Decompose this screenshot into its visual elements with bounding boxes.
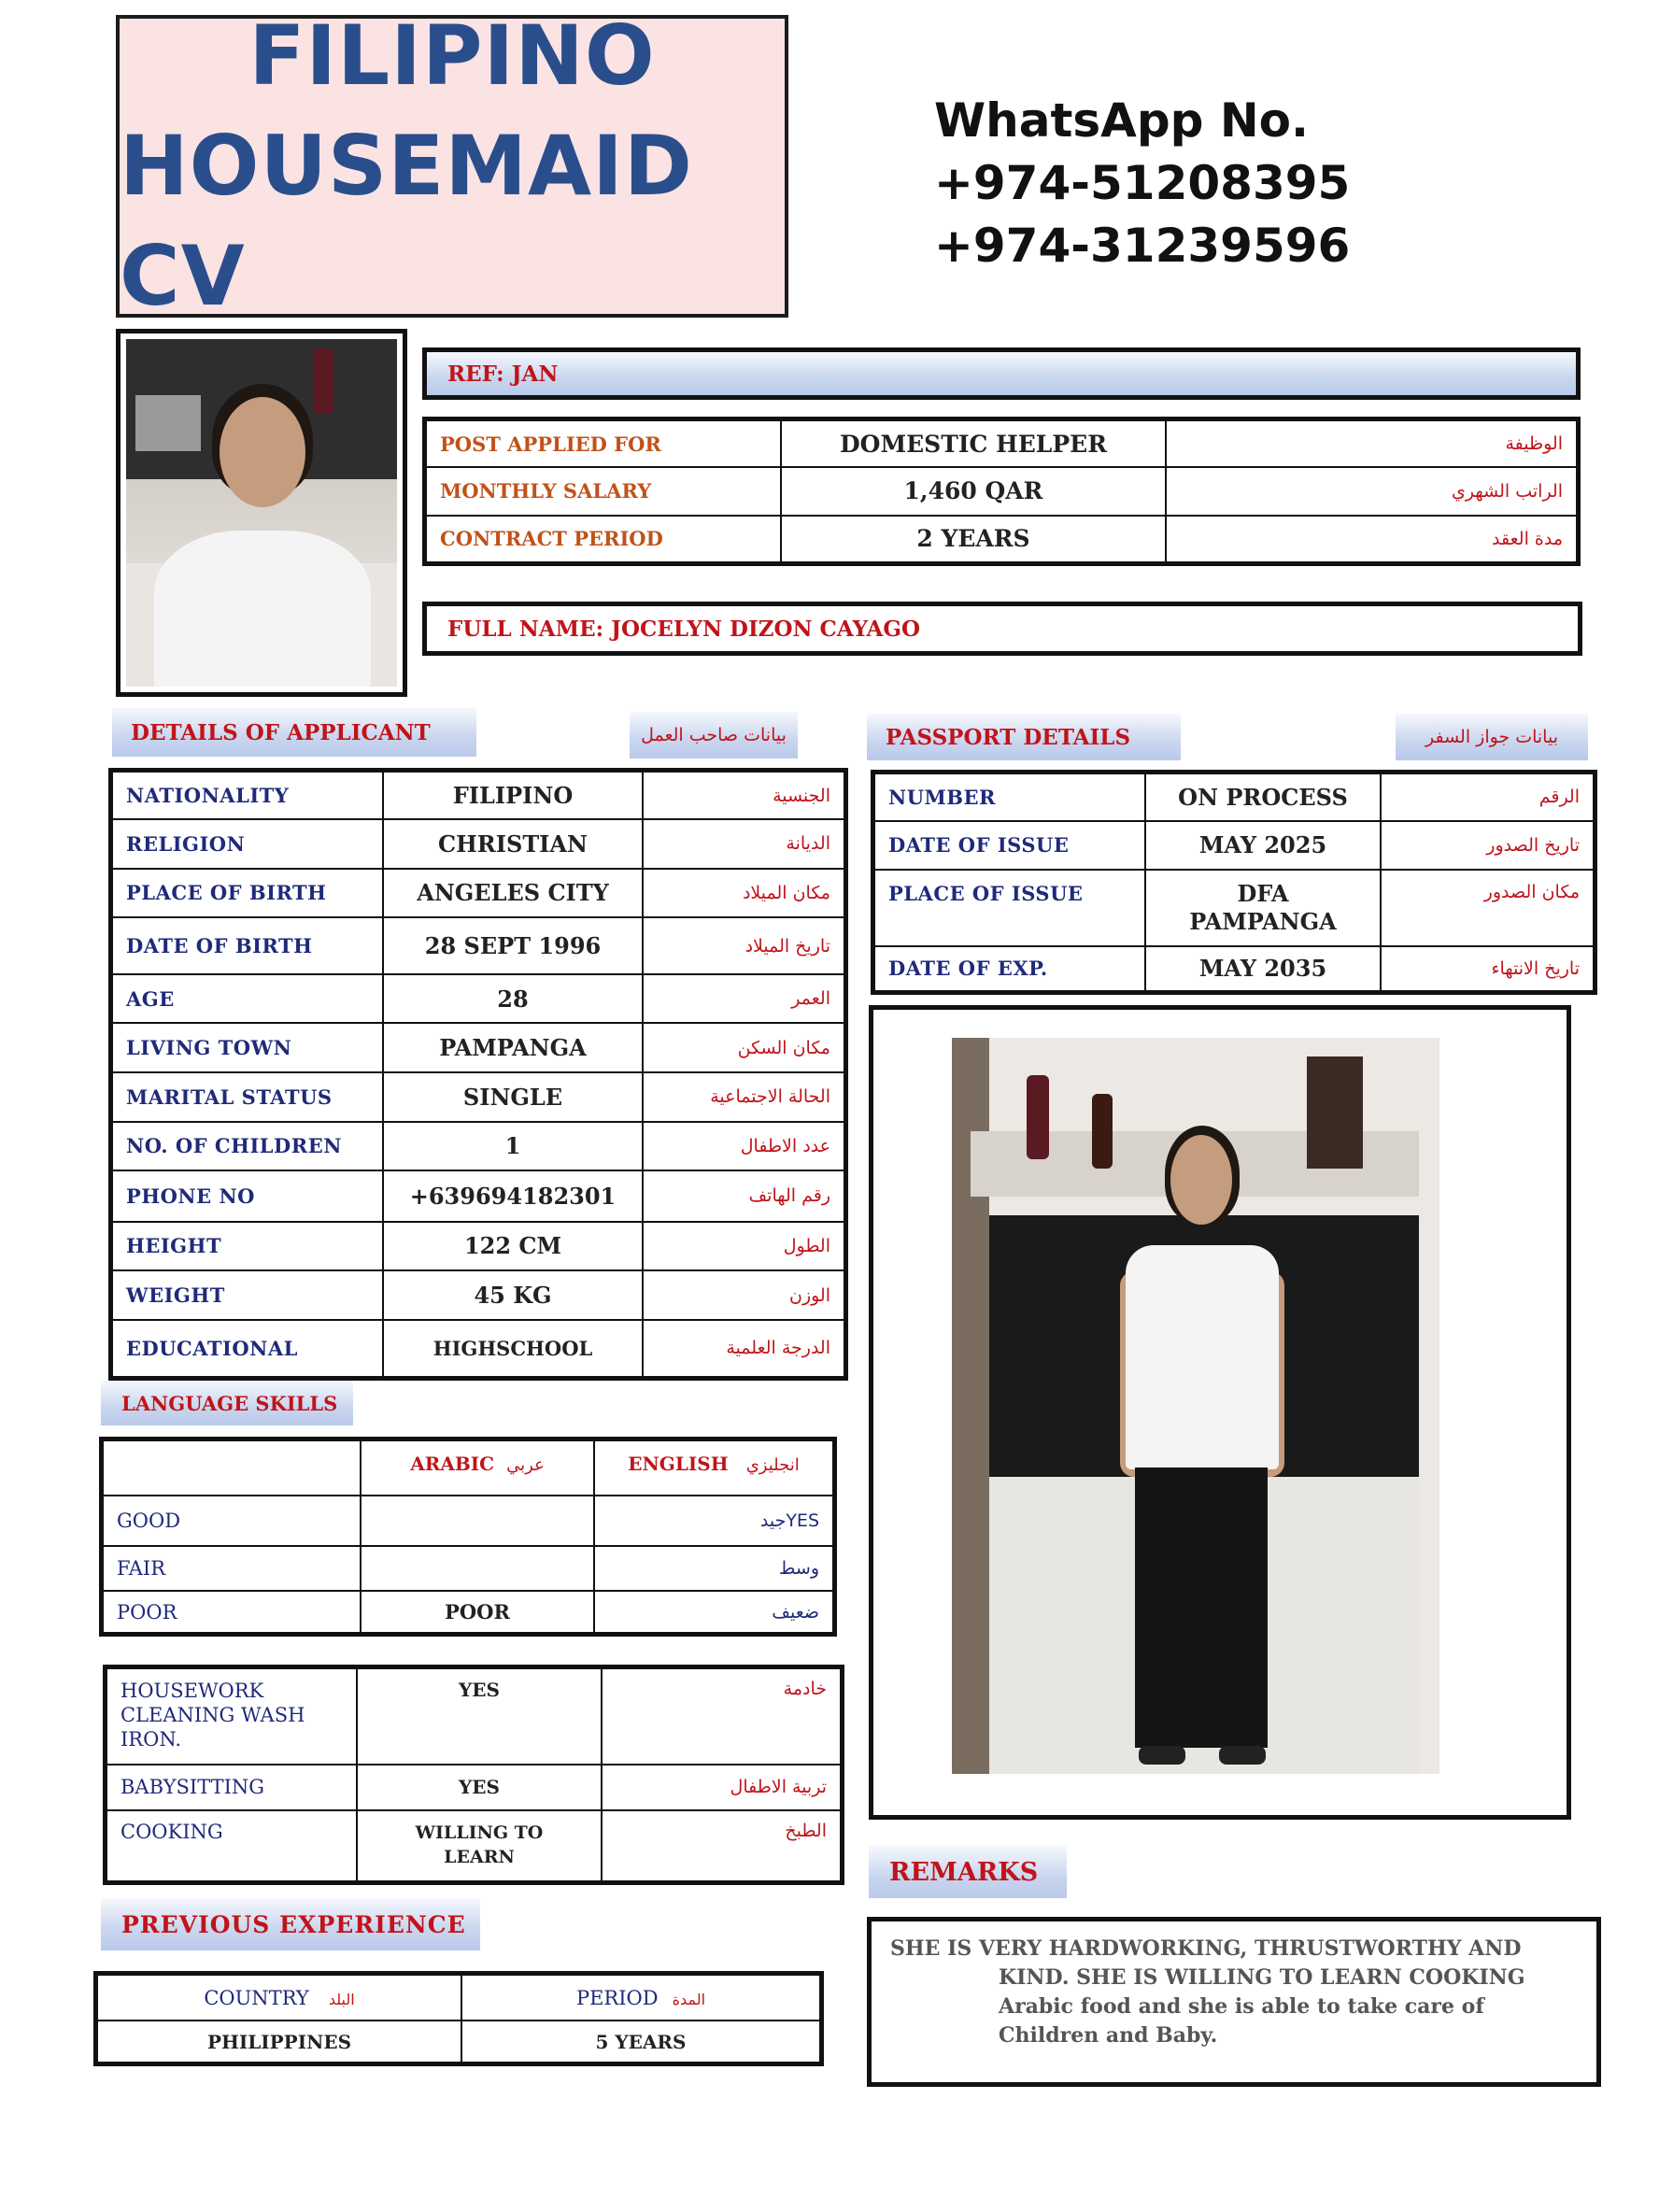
table-row [111, 1072, 846, 1122]
experience-period: 5 YEARS [461, 2021, 822, 2063]
skill-value: WILLING TO LEARN [357, 1810, 602, 1883]
applicant-label: HEIGHT [111, 1222, 384, 1271]
skill-label: HOUSEWORK CLEANING WASH IRON. [106, 1667, 358, 1765]
applicant-label: AGE [111, 974, 384, 1024]
language-english-value: جيدYES [594, 1496, 835, 1546]
applicant-value: 1 [383, 1122, 643, 1171]
table-row [425, 419, 1579, 468]
remarks-line-1: SHE IS VERY HARDWORKING, THRUSTWORTHY AND [890, 1936, 1522, 1961]
table-row [111, 1170, 846, 1222]
passport-value: DFA PAMPANGA [1145, 870, 1381, 946]
job-value: 2 YEARS [781, 516, 1166, 564]
job-label: POST APPLIED FOR [425, 419, 782, 468]
full-body-photo-frame [869, 1005, 1571, 1820]
table-row [111, 869, 846, 918]
language-corner-cell [102, 1439, 362, 1496]
whatsapp-label: WhatsApp No. [934, 93, 1310, 148]
table-row [111, 974, 846, 1024]
applicant-value: 45 KG [383, 1270, 643, 1320]
passport-section-title: PASSPORT DETAILS [886, 724, 1131, 750]
skill-arabic: خادمة [602, 1667, 843, 1765]
table-row [106, 1810, 843, 1883]
table-row [106, 1765, 843, 1810]
language-col-english-ar: انجليزي [745, 1455, 800, 1475]
applicant-arabic: مكان السكن [643, 1023, 846, 1072]
table-row [873, 946, 1595, 993]
passport-arabic: الرقم [1381, 773, 1595, 821]
language-arabic-value [361, 1546, 594, 1591]
table-row [425, 516, 1579, 564]
applicant-arabic: عدد الاطفال [643, 1122, 846, 1171]
table-row [111, 771, 846, 820]
language-english-value: ضعيف [594, 1591, 835, 1634]
skill-value: YES [357, 1765, 602, 1810]
passport-value: MAY 2035 [1145, 946, 1381, 993]
table-row [111, 1222, 846, 1271]
full-name-bar [422, 602, 1582, 656]
passport-arabic: تاريخ الصدور [1381, 821, 1595, 870]
passport-arabic: تاريخ الانتهاء [1381, 946, 1595, 993]
job-label: MONTHLY SALARY [425, 467, 782, 516]
job-arabic: مدة العقد [1166, 516, 1579, 564]
language-section-header [101, 1381, 353, 1425]
language-arabic-value [361, 1496, 594, 1546]
table-row [102, 1546, 835, 1591]
experience-col-period [461, 1974, 822, 2021]
applicant-label: EDUCATIONAL [111, 1320, 384, 1379]
applicant-section-arabic-header [630, 712, 798, 759]
job-table [422, 417, 1581, 566]
language-arabic-value: POOR [361, 1591, 594, 1634]
remarks-section-header [869, 1846, 1067, 1898]
applicant-section-arabic: بيانات صاحب العمل [641, 725, 787, 745]
applicant-arabic: الحالة الاجتماعية [643, 1072, 846, 1122]
applicant-label: LIVING TOWN [111, 1023, 384, 1072]
cv-title-line2: HOUSEMAID CV [120, 118, 693, 324]
experience-col-country-ar: البلد [328, 1990, 355, 2008]
table-row [111, 819, 846, 869]
applicant-label: NATIONALITY [111, 771, 384, 820]
job-label: CONTRACT PERIOD [425, 516, 782, 564]
whatsapp-contact [934, 90, 1457, 277]
applicant-table [108, 768, 848, 1381]
full-body-photo [952, 1038, 1439, 1774]
experience-table [93, 1971, 824, 2066]
remarks-box [867, 1917, 1601, 2087]
experience-col-country [96, 1974, 462, 2021]
passport-value: MAY 2025 [1145, 821, 1381, 870]
skill-label: BABYSITTING [106, 1765, 358, 1810]
applicant-label: RELIGION [111, 819, 384, 869]
table-row [102, 1591, 835, 1634]
passport-label: PLACE OF ISSUE [873, 870, 1146, 946]
applicant-arabic: الدرجة العلمية [643, 1320, 846, 1379]
table-row [873, 821, 1595, 870]
job-value: 1,460 QAR [781, 467, 1166, 516]
experience-section-header [101, 1898, 480, 1950]
experience-country: PHILIPPINES [96, 2021, 462, 2063]
table-row [96, 1974, 822, 2021]
skills-table [103, 1665, 844, 1885]
applicant-label: PHONE NO [111, 1170, 384, 1222]
applicant-label: MARITAL STATUS [111, 1072, 384, 1122]
applicant-arabic: الديانة [643, 819, 846, 869]
applicant-value: HIGHSCHOOL [383, 1320, 643, 1379]
experience-col-period-label: PERIOD [575, 1986, 659, 2009]
experience-col-country-label: COUNTRY [204, 1986, 309, 2009]
applicant-label: NO. OF CHILDREN [111, 1122, 384, 1171]
job-arabic: الراتب الشهري [1166, 467, 1579, 516]
table-row [96, 2021, 822, 2063]
applicant-section-header [112, 708, 476, 757]
passport-section-arabic-header [1396, 714, 1588, 760]
table-row [106, 1667, 843, 1765]
applicant-value: CHRISTIAN [383, 819, 643, 869]
portrait-photo [126, 339, 397, 687]
cv-title-box [116, 7, 788, 324]
portrait-photo-frame [116, 329, 407, 697]
table-row [111, 1023, 846, 1072]
applicant-value: 28 SEPT 1996 [383, 917, 643, 974]
language-level-label: FAIR [102, 1546, 362, 1591]
applicant-label: DATE OF BIRTH [111, 917, 384, 974]
passport-value: ON PROCESS [1145, 773, 1381, 821]
applicant-value: +639694182301 [383, 1170, 643, 1222]
applicant-arabic: رقم الهاتف [643, 1170, 846, 1222]
skill-label: COOKING [106, 1810, 358, 1883]
applicant-arabic: الجنسية [643, 771, 846, 820]
applicant-arabic: العمر [643, 974, 846, 1024]
remarks-line-4: Children and Baby. [999, 2023, 1218, 2048]
ref-bar [422, 347, 1581, 400]
applicant-value: 28 [383, 974, 643, 1024]
applicant-section-title: DETAILS OF APPLICANT [131, 719, 431, 745]
applicant-value: ANGELES CITY [383, 869, 643, 918]
table-row [873, 773, 1595, 821]
passport-table [871, 770, 1597, 995]
applicant-value: PAMPANGA [383, 1023, 643, 1072]
remarks-section-title: REMARKS [889, 1857, 1039, 1887]
passport-section-header [867, 714, 1181, 760]
applicant-arabic: مكان الميلاد [643, 869, 846, 918]
skill-arabic: الطبخ [602, 1810, 843, 1883]
experience-section-title: PREVIOUS EXPERIENCE [121, 1910, 466, 1938]
language-section-title: LANGUAGE SKILLS [121, 1391, 338, 1415]
cv-title-line1: FILIPINO [248, 7, 656, 104]
remarks-line-3: Arabic food and she is able to take care of [999, 1994, 1484, 2019]
job-arabic: الوظيفة [1166, 419, 1579, 468]
language-english-value: وسط [594, 1546, 835, 1591]
skill-value: YES [357, 1667, 602, 1765]
language-col-arabic [361, 1439, 594, 1496]
passport-label: DATE OF ISSUE [873, 821, 1146, 870]
applicant-label: PLACE OF BIRTH [111, 869, 384, 918]
applicant-value: FILIPINO [383, 771, 643, 820]
language-table [99, 1437, 837, 1637]
table-row [111, 1270, 846, 1320]
ref-text: REF: JAN [447, 361, 559, 387]
passport-label: DATE OF EXP. [873, 946, 1146, 993]
applicant-arabic: تاريخ الميلاد [643, 917, 846, 974]
experience-col-period-ar: المدة [672, 1990, 706, 2008]
language-col-english [594, 1439, 835, 1496]
applicant-label: WEIGHT [111, 1270, 384, 1320]
full-name: FULL NAME: JOCELYN DIZON CAYAGO [447, 616, 921, 642]
table-row [111, 1122, 846, 1171]
language-col-arabic-ar: عربي [506, 1455, 545, 1475]
table-row [111, 917, 846, 974]
applicant-value: SINGLE [383, 1072, 643, 1122]
table-row [102, 1496, 835, 1546]
table-row [873, 870, 1595, 946]
language-col-english-label: ENGLISH [628, 1453, 729, 1475]
table-row [102, 1439, 835, 1496]
passport-label: NUMBER [873, 773, 1146, 821]
remarks-line-2: KIND. SHE IS WILLING TO LEARN COOKING [999, 1965, 1525, 1990]
language-col-arabic-label: ARABIC [410, 1453, 495, 1475]
skill-arabic: تربية الاطفال [602, 1765, 843, 1810]
whatsapp-phone-2: +974-31239596 [934, 219, 1351, 273]
whatsapp-phone-1: +974-51208395 [934, 156, 1351, 210]
applicant-arabic: الوزن [643, 1270, 846, 1320]
table-row [425, 467, 1579, 516]
applicant-arabic: الطول [643, 1222, 846, 1271]
job-value: DOMESTIC HELPER [781, 419, 1166, 468]
language-level-label: POOR [102, 1591, 362, 1634]
table-row [111, 1320, 846, 1379]
applicant-value: 122 CM [383, 1222, 643, 1271]
passport-section-arabic: بيانات جواز السفر [1425, 727, 1558, 747]
passport-arabic: مكان الصدور [1381, 870, 1595, 946]
language-level-label: GOOD [102, 1496, 362, 1546]
